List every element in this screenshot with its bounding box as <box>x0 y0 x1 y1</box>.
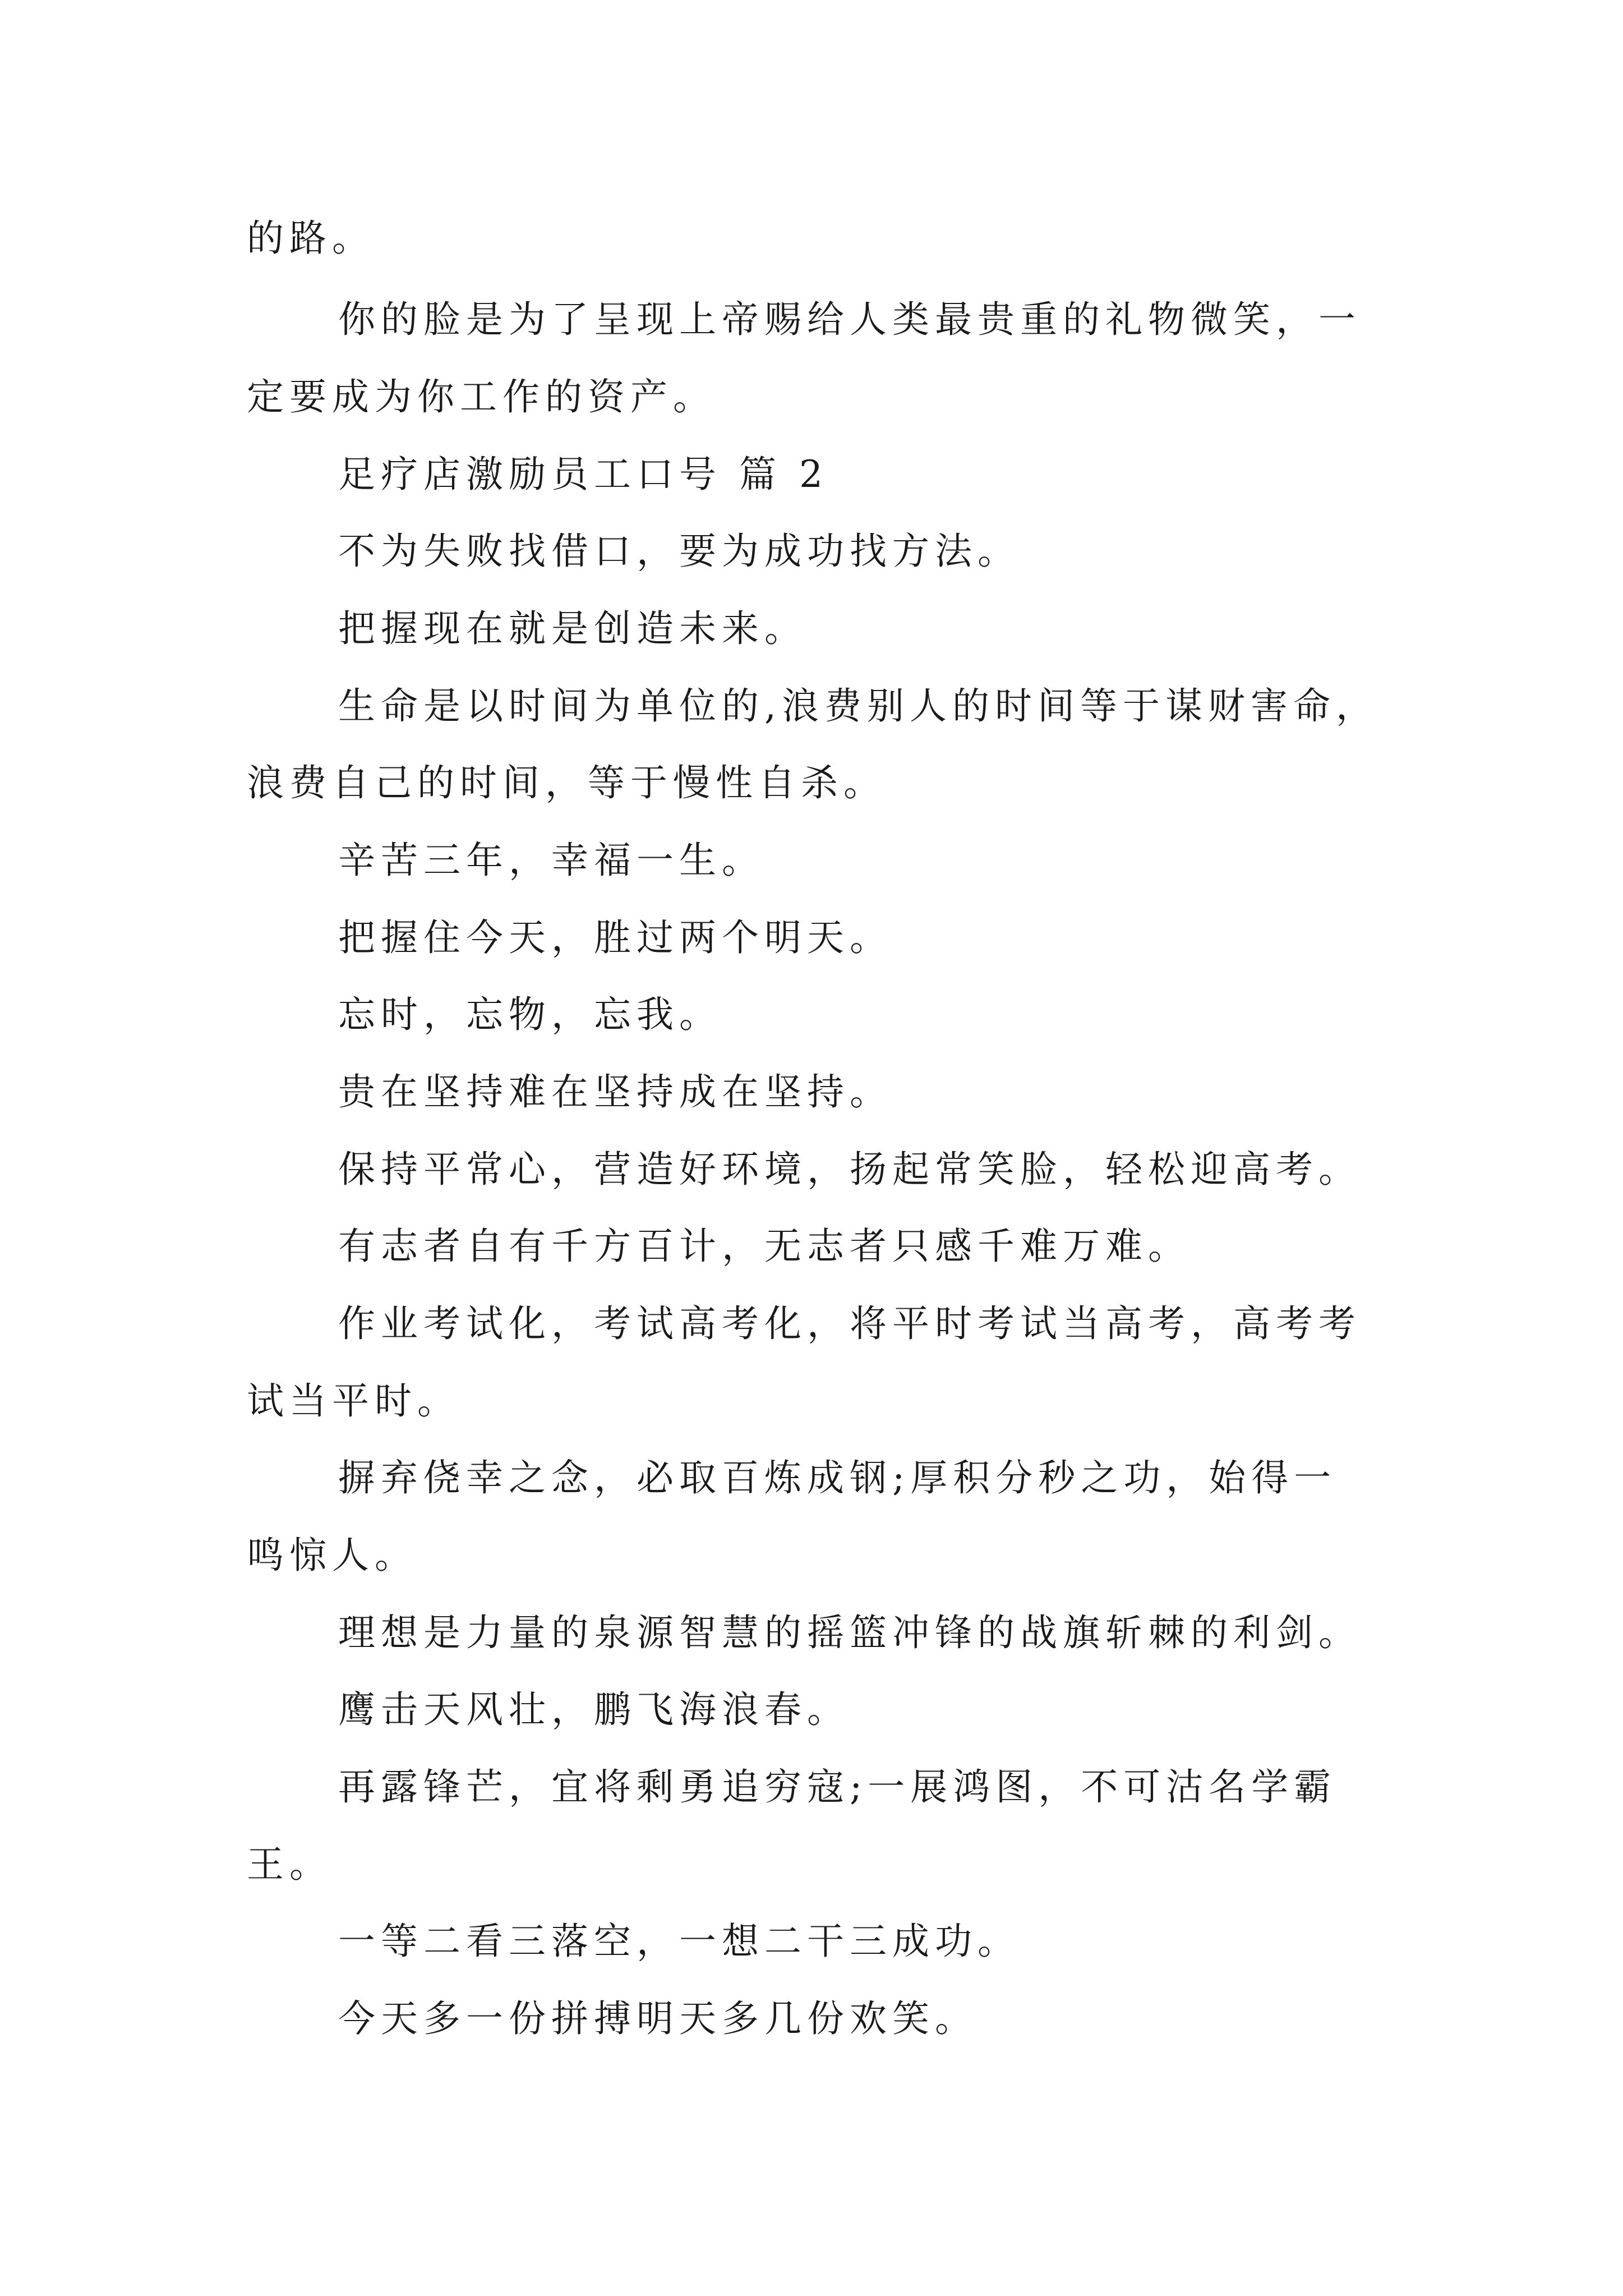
text-line: 鸣惊人。 <box>247 1534 417 1577</box>
text-line: 摒弃侥幸之念，必取百炼成钢;厚积分秒之功，始得一 <box>338 1456 1337 1499</box>
text-line: 一等二看三落空，一想二干三成功。 <box>338 1920 1020 1963</box>
text-line: 忘时，忘物，忘我。 <box>338 993 722 1036</box>
text-line: 定要成为你工作的资产。 <box>247 375 716 418</box>
text-line: 贵在坚持难在坚持成在坚持。 <box>338 1070 892 1114</box>
text-line: 辛苦三年，幸福一生。 <box>338 839 764 882</box>
text-line: 生命是以时间为单位的,浪费别人的时间等于谋财害命， <box>338 684 1378 728</box>
text-line: 保持平常心，营造好环境，扬起常笑脸，轻松迎高考。 <box>338 1148 1361 1191</box>
text-line: 把握住今天，胜过两个明天。 <box>338 916 892 959</box>
text-line: 不为失败找借口，要为成功找方法。 <box>338 530 1020 573</box>
section-heading: 足疗店激励员工口号 篇 2 <box>338 453 828 496</box>
text-line: 把握现在就是创造未来。 <box>338 607 807 650</box>
text-line: 试当平时。 <box>247 1379 460 1423</box>
text-line: 理想是力量的泉源智慧的摇篮冲锋的战旗斩棘的利剑。 <box>338 1611 1361 1654</box>
text-line: 作业考试化，考试高考化，将平时考试当高考，高考考 <box>338 1302 1361 1345</box>
text-line: 有志者自有千方百计，无志者只感千难万难。 <box>338 1225 1191 1268</box>
text-line: 今天多一份拼搏明天多几份欢笑。 <box>338 1997 978 2040</box>
text-line: 浪费自己的时间，等于慢性自杀。 <box>247 761 886 804</box>
text-line: 鹰击天风壮，鹏飞海浪春。 <box>338 1688 850 1731</box>
text-line: 的路。 <box>247 217 375 260</box>
text-line: 王。 <box>247 1843 332 1886</box>
text-line: 你的脸是为了呈现上帝赐给人类最贵重的礼物微笑，一 <box>338 298 1361 341</box>
text-line: 再露锋芒，宜将剩勇追穷寇;一展鸿图，不可沽名学霸 <box>338 1765 1337 1809</box>
